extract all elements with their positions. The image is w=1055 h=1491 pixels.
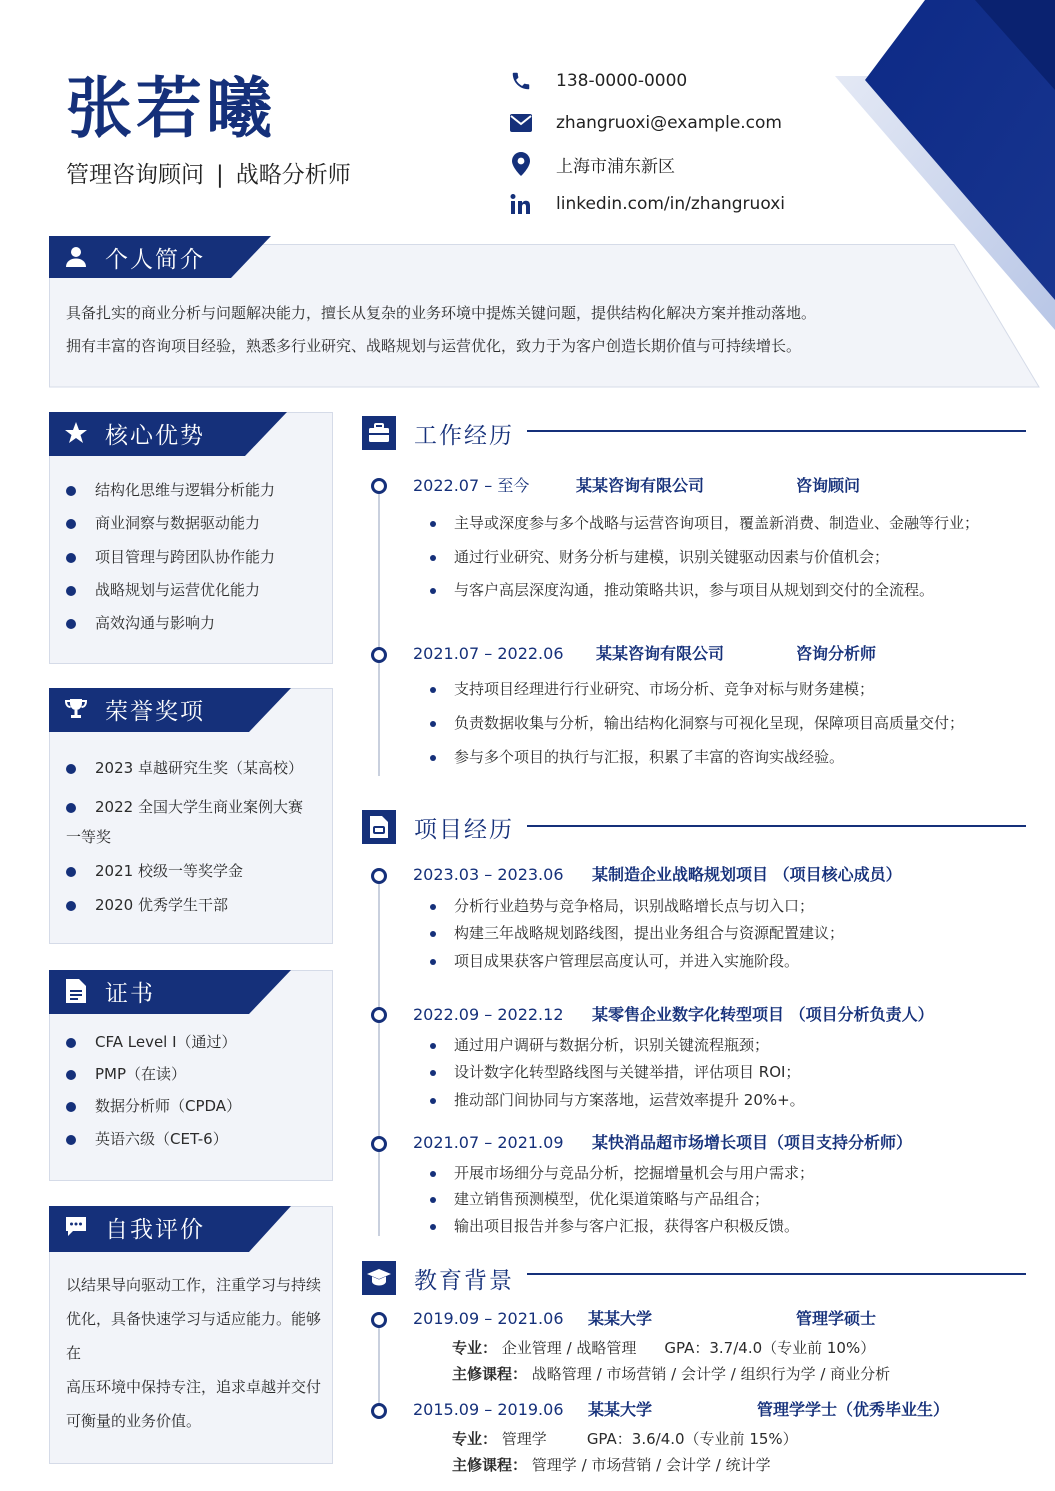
project-1-name: 某制造企业战略规划项目 （项目核心成员） — [592, 865, 902, 884]
list-item: 数据分析师（CPDA） — [66, 1095, 241, 1117]
work-entry-1-position: 咨询顾问 — [796, 476, 861, 495]
list-item: PMP（在读） — [66, 1063, 186, 1085]
list-item: 商业洞察与数据驱动能力 — [66, 512, 260, 534]
work-entry-2-company: 某某咨询有限公司 — [596, 644, 725, 663]
work-divider — [527, 430, 1026, 432]
list-item-continuation: 一等奖 — [66, 828, 112, 846]
project-1-bullet: 构建三年战略规划路线图，提出业务组合与资源配置建议； — [430, 922, 844, 944]
edu-1-school: 某某大学 — [588, 1309, 653, 1328]
contact-email — [508, 110, 782, 136]
education-title: 教育背景 — [414, 1267, 514, 1294]
work-entry-2-bullet: 支持项目经理进行行业研究、市场分析、竞争对标与财务建模； — [430, 678, 874, 700]
user-icon — [63, 244, 89, 270]
phone-icon — [508, 68, 534, 94]
list-item: 2021 校级一等奖学金 — [66, 860, 243, 882]
timeline-node — [371, 1312, 387, 1328]
graduation-cap-icon — [362, 1261, 396, 1295]
list-item: 英语六级（CET-6） — [66, 1128, 228, 1150]
projects-divider — [527, 825, 1026, 827]
strengths-header — [49, 412, 287, 454]
certs-title: 证书 — [105, 980, 155, 1007]
role-separator: | — [216, 162, 224, 188]
list-item: 2023 卓越研究生奖（某高校） — [66, 757, 303, 779]
list-item: CFA Level I（通过） — [66, 1031, 237, 1053]
work-entry-1-company: 某某咨询有限公司 — [576, 476, 705, 495]
project-2-bullet: 设计数字化转型路线图与关键举措，评估项目 ROI； — [430, 1061, 800, 1083]
education-timeline — [378, 1320, 380, 1412]
contact-location — [508, 151, 675, 177]
list-item: 2020 优秀学生干部 — [66, 894, 228, 916]
trophy-icon — [63, 696, 89, 722]
linkedin-icon — [508, 191, 534, 217]
project-1-bullet: 分析行业趋势与竞争格局，识别战略增长点与切入口； — [430, 895, 814, 917]
education-header — [362, 1261, 514, 1295]
education-divider — [527, 1273, 1026, 1275]
contact-phone — [508, 68, 687, 94]
document-icon — [63, 978, 89, 1004]
role-1: 管理咨询顾问 — [66, 162, 204, 188]
certs-header — [49, 970, 291, 1012]
work-entry-2-bullet: 参与多个项目的执行与汇报，积累了丰富的咨询实战经验。 — [430, 746, 844, 768]
work-entry-2-bullet: 负责数据收集与分析，输出结构化洞察与可视化呈现，保障项目高质量交付； — [430, 712, 964, 734]
list-item: 项目管理与跨团队协作能力 — [66, 546, 275, 568]
summary-header — [49, 236, 271, 278]
timeline-node — [371, 1136, 387, 1152]
edu-1-date: 2019.09 – 2021.06 — [413, 1309, 564, 1328]
project-3-bullet: 开展市场细分与竞品分析，挖掘增量机会与用户需求； — [430, 1162, 814, 1184]
summary-line-2: 拥有丰富的咨询项目经验，熟悉多行业研究、战略规划与运营优化，致力于为客户创造长期价值与可持续增长。 — [66, 337, 802, 355]
chat-icon — [63, 1214, 89, 1240]
star-icon — [63, 420, 89, 446]
projects-title: 项目经历 — [414, 816, 514, 843]
timeline-node — [371, 478, 387, 494]
job-titles — [66, 158, 351, 192]
work-entry-1-bullet: 与客户高层深度沟通，推动策略共识，参与项目从规划到交付的全流程。 — [430, 579, 934, 601]
file-icon — [362, 810, 396, 844]
work-entry-1-bullet: 主导或深度参与多个战略与运营咨询项目，覆盖新消费、制造业、金融等行业； — [430, 512, 979, 534]
project-2-bullet: 推动部门间协同与方案落地，运营效率提升 20%+。 — [430, 1089, 805, 1111]
strengths-title: 核心优势 — [105, 422, 205, 449]
projects-timeline — [378, 876, 380, 1236]
edu-2-date: 2015.09 – 2019.06 — [413, 1400, 564, 1419]
project-2-name: 某零售企业数字化转型项目 （项目分析负责人） — [592, 1005, 934, 1024]
edu-2-school: 某某大学 — [588, 1400, 653, 1419]
timeline-node — [371, 1403, 387, 1419]
project-3-date: 2021.07 – 2021.09 — [413, 1133, 564, 1152]
role-2: 战略分析师 — [235, 162, 351, 188]
projects-header — [362, 810, 514, 844]
work-entry-2-position: 咨询分析师 — [796, 644, 877, 663]
list-item: 高效沟通与影响力 — [66, 612, 215, 634]
project-1-bullet: 项目成果获客户管理层高度认可，并进入实施阶段。 — [430, 950, 799, 972]
edu-1-courses: 主修课程： 战略管理 / 市场营销 / 会计学 / 组织行为学 / 商业分析 — [452, 1365, 891, 1383]
location-pin-icon — [508, 151, 534, 177]
self-eval-title: 自我评价 — [105, 1216, 205, 1243]
self-eval-header — [49, 1206, 291, 1248]
list-item: 2022 全国大学生商业案例大赛 一等奖 — [66, 792, 303, 852]
project-2-date: 2022.09 – 2022.12 — [413, 1005, 564, 1024]
list-item: 结构化思维与逻辑分析能力 — [66, 479, 275, 501]
edu-2-degree: 管理学学士（优秀毕业生） — [757, 1400, 950, 1419]
entry-date: 2022.07 – 至今 — [413, 476, 530, 495]
work-timeline — [378, 486, 380, 776]
honors-title: 荣誉奖项 — [105, 698, 205, 725]
list-item: 战略规划与运营优化能力 — [66, 579, 260, 601]
contact-linkedin — [508, 191, 785, 217]
summary-line-1: 具备扎实的商业分析与问题解决能力，擅长从复杂的业务环境中提炼关键问题，提供结构化解决方案并推动落地。 — [66, 304, 817, 322]
edu-2-courses: 主修课程： 管理学 / 市场营销 / 会计学 / 统计学 — [452, 1456, 771, 1474]
email-text: zhangruoxi@example.com — [556, 113, 782, 133]
work-header — [362, 416, 514, 450]
work-entry-1 — [413, 475, 529, 497]
honors-header — [49, 688, 291, 730]
edu-1-degree: 管理学硕士 — [796, 1309, 877, 1328]
work-entry-2-date: 2021.07 – 2022.06 — [413, 644, 564, 663]
briefcase-icon — [362, 416, 396, 450]
project-3-bullet: 建立销售预测模型，优化渠道策略与产品组合； — [430, 1188, 769, 1210]
work-entry-1-bullet: 通过行业研究、财务分析与建模，识别关键驱动因素与价值机会； — [430, 546, 889, 568]
self-eval-text: 以结果导向驱动工作，注重学习与持续 优化，具备快速学习与适应能力。能够在 高压环境中保持专注，追求卓越并交付 可衡量的业务价值。 — [66, 1276, 322, 1430]
project-3-bullet: 输出项目报告并参与客户汇报，获得客户积极反馈。 — [430, 1215, 799, 1237]
timeline-node — [371, 1007, 387, 1023]
candidate-name: 张若曦 — [66, 70, 276, 147]
project-2-bullet: 通过用户调研与数据分析，识别关键流程瓶颈； — [430, 1034, 769, 1056]
summary-title: 个人简介 — [105, 246, 205, 273]
timeline-node — [371, 868, 387, 884]
timeline-node — [371, 647, 387, 663]
linkedin-text: linkedin.com/in/zhangruoxi — [556, 194, 785, 214]
phone-text: 138-0000-0000 — [556, 71, 688, 91]
edu-1-major: 专业： 企业管理 / 战略管理 GPA：3.7/4.0（专业前 10%） — [452, 1339, 876, 1357]
email-icon — [508, 110, 534, 136]
location-text: 上海市浦东新区 — [556, 156, 675, 177]
project-1-date: 2023.03 – 2023.06 — [413, 865, 564, 884]
edu-2-major: 专业： 管理学 GPA：3.6/4.0（专业前 15%） — [452, 1430, 798, 1448]
work-title: 工作经历 — [414, 422, 514, 449]
project-3-name: 某快消品超市场增长项目（项目支持分析师） — [592, 1133, 913, 1152]
